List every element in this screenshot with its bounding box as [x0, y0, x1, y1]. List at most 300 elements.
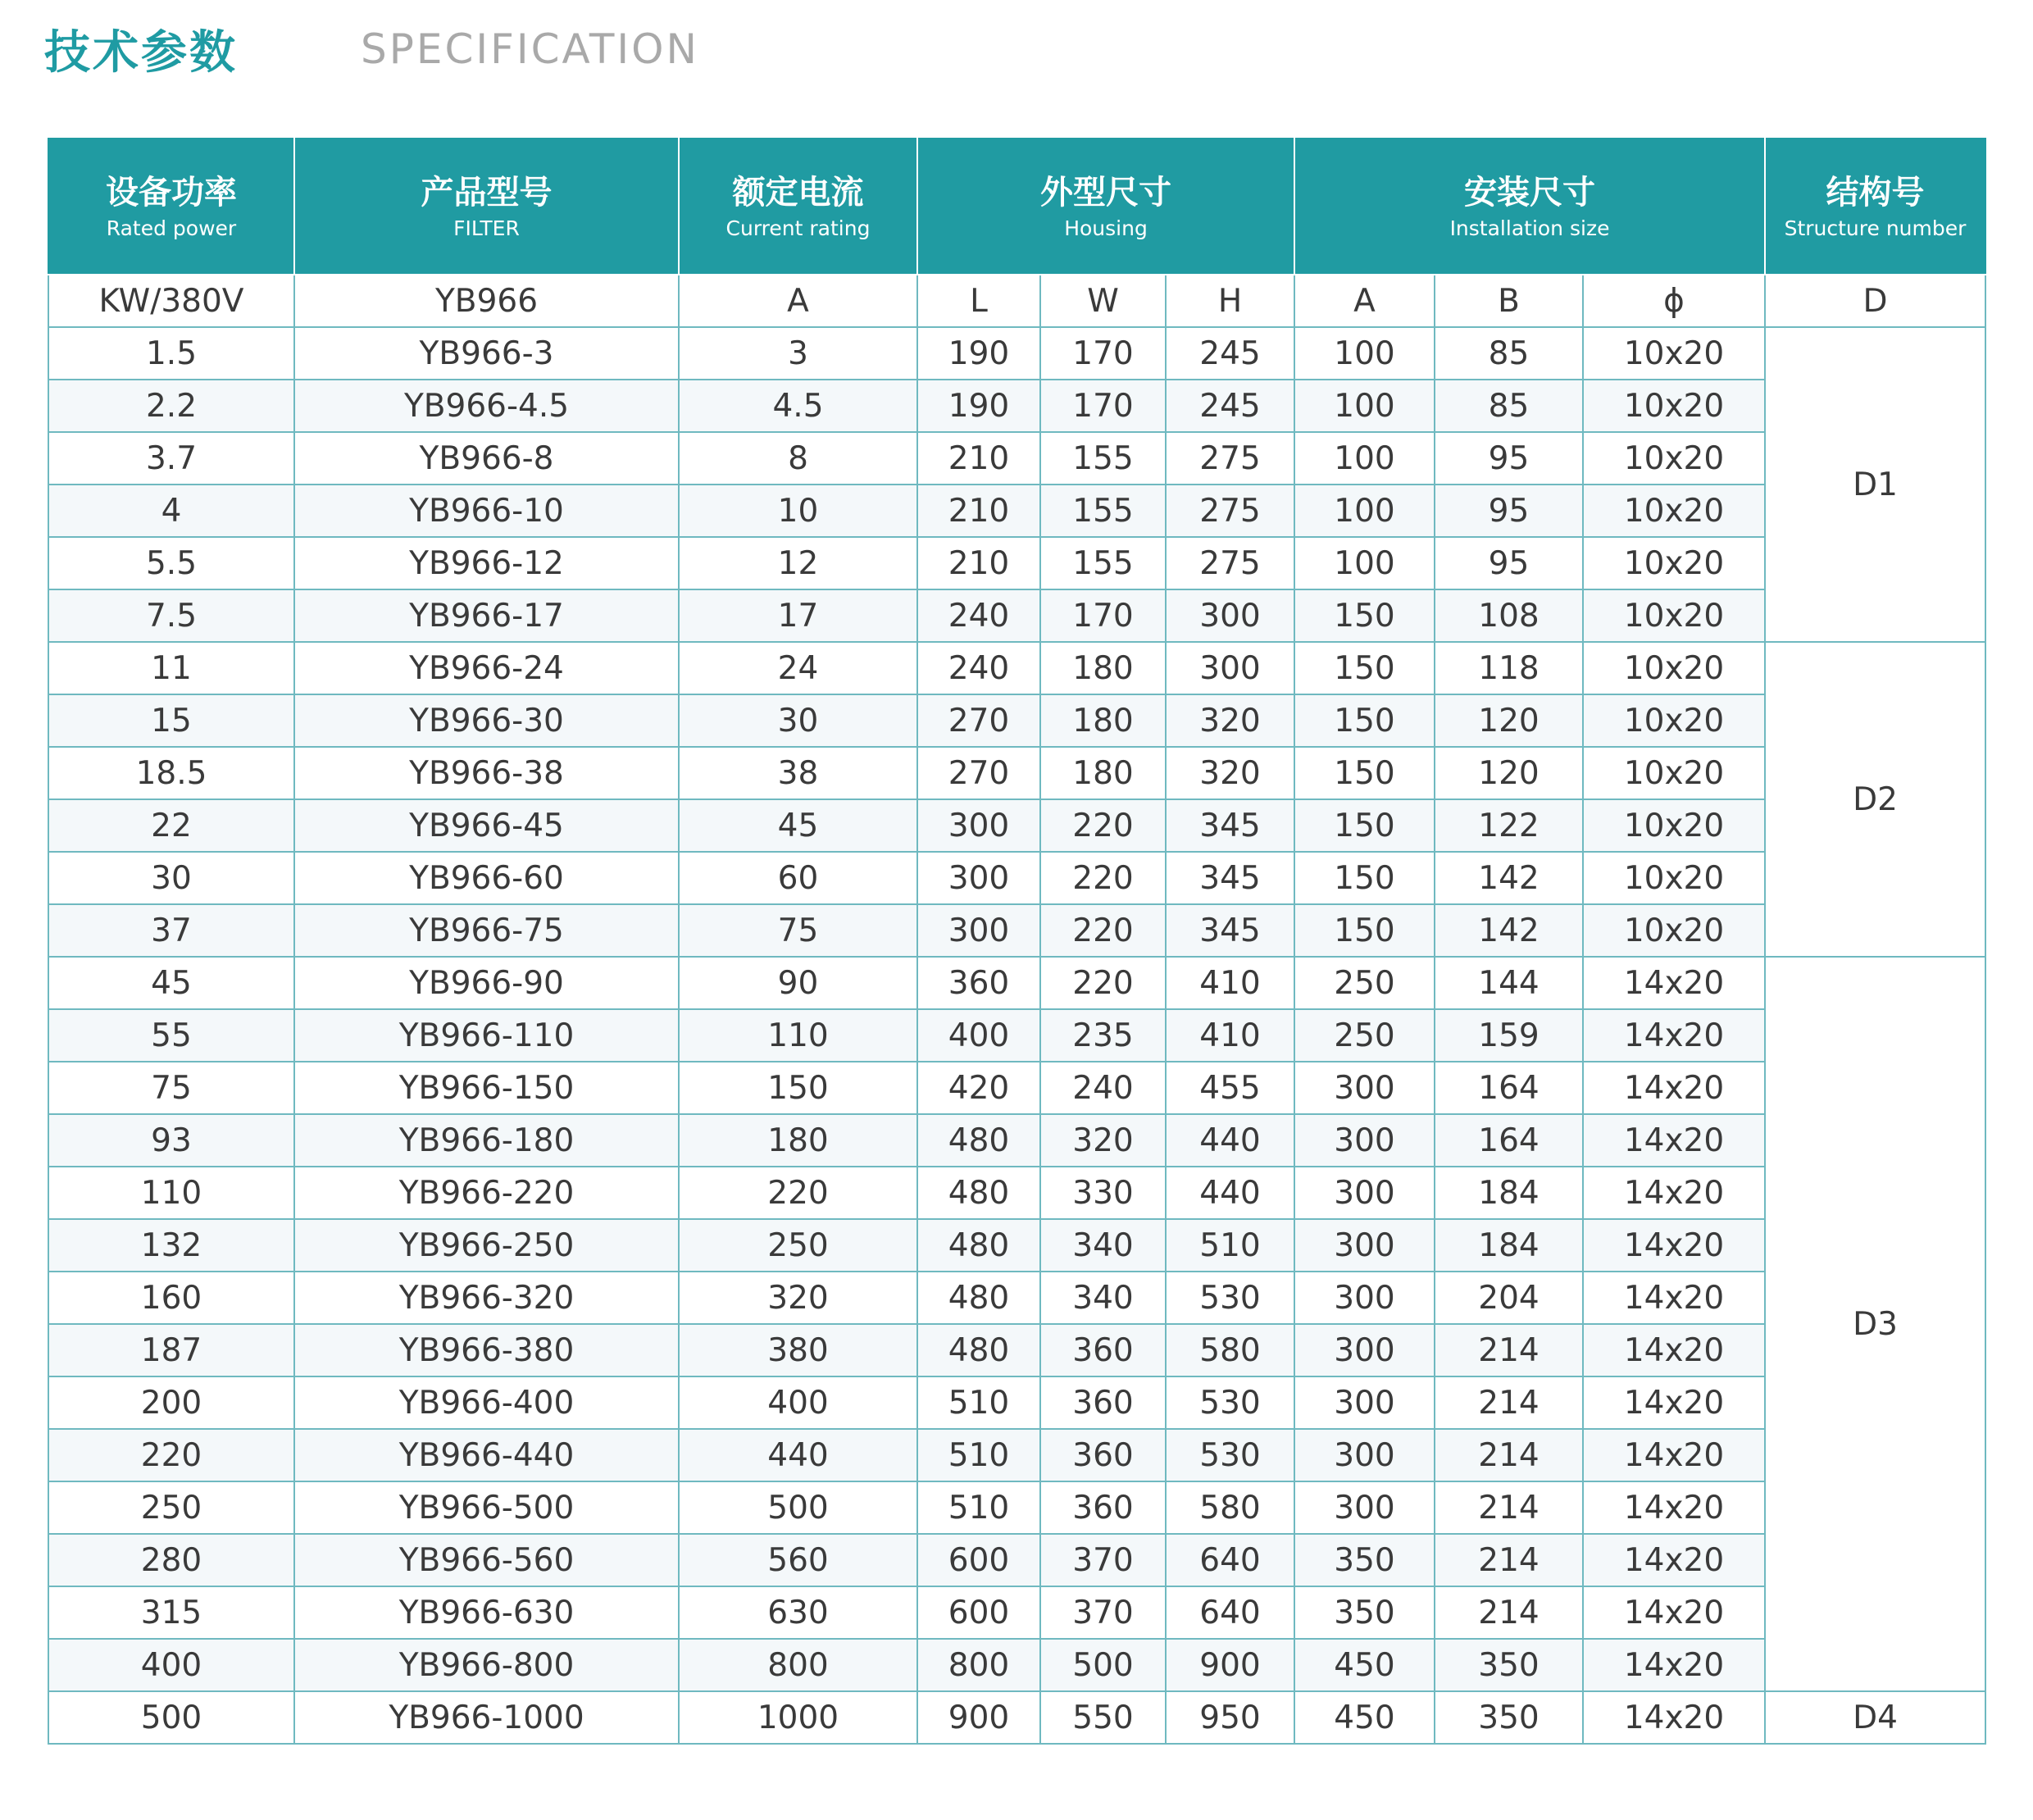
table-cell: 350	[1294, 1534, 1435, 1586]
table-cell: YB966-30	[294, 694, 679, 747]
header-cell	[294, 139, 679, 275]
table-cell: 190	[917, 327, 1040, 380]
table-cell: 100	[1294, 432, 1435, 485]
table-cell: 60	[679, 852, 917, 904]
table-cell: 10x20	[1583, 589, 1765, 642]
table-cell: 204	[1435, 1272, 1583, 1324]
table-row	[48, 589, 1985, 642]
unit-cell: ϕ	[1583, 275, 1765, 327]
table-row	[48, 1062, 1985, 1114]
table-cell: YB966-75	[294, 904, 679, 957]
table-cell: 420	[917, 1062, 1040, 1114]
table-cell: 14x20	[1583, 1062, 1765, 1114]
table-cell: 300	[1294, 1376, 1435, 1429]
table-row	[48, 747, 1985, 799]
table-cell: 900	[1166, 1639, 1294, 1691]
table-cell: 14x20	[1583, 1639, 1765, 1691]
table-cell: 10x20	[1583, 852, 1765, 904]
unit-cell: W	[1040, 275, 1166, 327]
table-cell: 240	[1040, 1062, 1166, 1114]
table-cell: 164	[1435, 1062, 1583, 1114]
table-cell: 950	[1166, 1691, 1294, 1744]
table-cell: 190	[917, 380, 1040, 432]
header-cell	[1294, 139, 1765, 275]
table-cell: 410	[1166, 1009, 1294, 1062]
table-cell: 350	[1435, 1639, 1583, 1691]
table-cell: 120	[1435, 694, 1583, 747]
table-cell: 210	[917, 537, 1040, 589]
table-cell: 480	[917, 1114, 1040, 1167]
table-cell: 180	[1040, 747, 1166, 799]
table-cell: 150	[1294, 589, 1435, 642]
table-cell: 75	[48, 1062, 294, 1114]
table-cell: 300	[1294, 1167, 1435, 1219]
header-row	[48, 139, 1985, 275]
table-cell: 118	[1435, 642, 1583, 694]
table-cell: 150	[1294, 642, 1435, 694]
table-cell: YB966-380	[294, 1324, 679, 1376]
table-cell: 350	[1294, 1586, 1435, 1639]
table-cell: 300	[1166, 642, 1294, 694]
table-cell: 510	[917, 1429, 1040, 1481]
table-cell: 250	[679, 1219, 917, 1272]
table-cell: 214	[1435, 1429, 1583, 1481]
table-cell: YB966-800	[294, 1639, 679, 1691]
table-cell: 300	[1294, 1429, 1435, 1481]
table-cell: 95	[1435, 537, 1583, 589]
table-cell: YB966-560	[294, 1534, 679, 1586]
table-cell: 300	[917, 799, 1040, 852]
unit-cell: H	[1166, 275, 1294, 327]
table-cell: 100	[1294, 537, 1435, 589]
table-cell: 450	[1294, 1639, 1435, 1691]
table-cell: 370	[1040, 1534, 1166, 1586]
spec-table-body	[48, 327, 1985, 1744]
table-row	[48, 1167, 1985, 1219]
table-cell: 85	[1435, 380, 1583, 432]
table-cell: YB966-180	[294, 1114, 679, 1167]
table-cell: 300	[1294, 1481, 1435, 1534]
table-cell: 150	[679, 1062, 917, 1114]
table-cell: 360	[1040, 1481, 1166, 1534]
header-label-cn: 额定电流	[732, 174, 864, 212]
table-cell: 14x20	[1583, 1219, 1765, 1272]
table-cell: 14x20	[1583, 1324, 1765, 1376]
table-cell: YB966-38	[294, 747, 679, 799]
table-cell: 214	[1435, 1586, 1583, 1639]
table-cell: YB966-320	[294, 1272, 679, 1324]
table-row	[48, 1639, 1985, 1691]
table-row	[48, 1534, 1985, 1586]
table-cell: 155	[1040, 485, 1166, 537]
table-cell: 17	[679, 589, 917, 642]
table-cell: 410	[1166, 957, 1294, 1009]
table-cell: 170	[1040, 589, 1166, 642]
table-cell: 12	[679, 537, 917, 589]
table-cell: 14x20	[1583, 1167, 1765, 1219]
header-label-en: Structure number	[1784, 216, 1967, 240]
page-title-en: SPECIFICATION	[361, 25, 699, 73]
header-label-cn: 外型尺寸	[1040, 174, 1171, 212]
table-cell: 159	[1435, 1009, 1583, 1062]
table-row	[48, 1481, 1985, 1534]
table-cell: 345	[1166, 904, 1294, 957]
table-row	[48, 537, 1985, 589]
header-label-en: FILTER	[453, 216, 520, 240]
header-label-cn: 结构号	[1826, 174, 1925, 212]
table-row	[48, 1376, 1985, 1429]
table-cell: 10x20	[1583, 537, 1765, 589]
table-cell: 2.2	[48, 380, 294, 432]
table-cell: YB966-45	[294, 799, 679, 852]
unit-cell: B	[1435, 275, 1583, 327]
table-cell: 10x20	[1583, 380, 1765, 432]
table-cell: 270	[917, 747, 1040, 799]
table-row	[48, 1219, 1985, 1272]
table-cell: 345	[1166, 799, 1294, 852]
table-cell: 8	[679, 432, 917, 485]
header-cell	[48, 139, 294, 275]
table-cell: 440	[1166, 1114, 1294, 1167]
table-cell: 360	[917, 957, 1040, 1009]
table-cell: 184	[1435, 1219, 1583, 1272]
table-cell: 95	[1435, 485, 1583, 537]
table-cell: 275	[1166, 432, 1294, 485]
table-cell: 280	[48, 1534, 294, 1586]
table-cell: 10x20	[1583, 747, 1765, 799]
table-cell: 14x20	[1583, 1429, 1765, 1481]
table-cell: 10x20	[1583, 904, 1765, 957]
table-cell: YB966-1000	[294, 1691, 679, 1744]
table-cell: 5.5	[48, 537, 294, 589]
table-cell: 600	[917, 1534, 1040, 1586]
table-cell: 14x20	[1583, 1272, 1765, 1324]
table-cell: 300	[1166, 589, 1294, 642]
unit-cell: L	[917, 275, 1040, 327]
table-row	[48, 485, 1985, 537]
table-cell: 10x20	[1583, 485, 1765, 537]
table-cell: 170	[1040, 380, 1166, 432]
table-cell: 275	[1166, 485, 1294, 537]
spec-table	[48, 138, 1986, 1745]
table-cell: YB966-220	[294, 1167, 679, 1219]
header-label-cn: 设备功率	[106, 174, 237, 212]
table-cell: 30	[679, 694, 917, 747]
table-cell: 150	[1294, 747, 1435, 799]
structure-cell: D3	[1765, 957, 1985, 1691]
table-cell: 14x20	[1583, 1534, 1765, 1586]
table-cell: YB966-17	[294, 589, 679, 642]
table-cell: 144	[1435, 957, 1583, 1009]
header-label-en: Housing	[1064, 216, 1148, 240]
table-row	[48, 380, 1985, 432]
table-cell: 10	[679, 485, 917, 537]
table-cell: 560	[679, 1534, 917, 1586]
table-row	[48, 904, 1985, 957]
table-cell: 380	[679, 1324, 917, 1376]
table-cell: 220	[679, 1167, 917, 1219]
table-cell: 250	[48, 1481, 294, 1534]
table-row	[48, 1272, 1985, 1324]
table-row	[48, 799, 1985, 852]
table-cell: 450	[1294, 1691, 1435, 1744]
table-cell: YB966-630	[294, 1586, 679, 1639]
table-cell: 300	[1294, 1219, 1435, 1272]
table-cell: 214	[1435, 1481, 1583, 1534]
table-cell: 184	[1435, 1167, 1583, 1219]
table-row	[48, 957, 1985, 1009]
header-label-en: Rated power	[106, 216, 237, 240]
table-cell: 240	[917, 589, 1040, 642]
table-cell: 320	[1166, 747, 1294, 799]
table-cell: 360	[1040, 1324, 1166, 1376]
table-cell: 14x20	[1583, 1376, 1765, 1429]
table-cell: 4	[48, 485, 294, 537]
table-cell: 164	[1435, 1114, 1583, 1167]
table-cell: 85	[1435, 327, 1583, 380]
table-cell: YB966-90	[294, 957, 679, 1009]
table-cell: 220	[1040, 957, 1166, 1009]
table-cell: 800	[679, 1639, 917, 1691]
table-cell: 210	[917, 432, 1040, 485]
table-cell: 142	[1435, 904, 1583, 957]
table-row	[48, 1114, 1985, 1167]
table-cell: 150	[1294, 799, 1435, 852]
table-cell: 10x20	[1583, 642, 1765, 694]
table-cell: 24	[679, 642, 917, 694]
table-cell: 360	[1040, 1429, 1166, 1481]
table-cell: 360	[1040, 1376, 1166, 1429]
table-cell: 180	[1040, 694, 1166, 747]
table-cell: 220	[1040, 799, 1166, 852]
table-cell: 93	[48, 1114, 294, 1167]
structure-cell: D1	[1765, 327, 1985, 642]
table-cell: 300	[1294, 1272, 1435, 1324]
table-cell: 320	[1166, 694, 1294, 747]
header-label-en: Current rating	[725, 216, 871, 240]
table-cell: 580	[1166, 1324, 1294, 1376]
table-row	[48, 327, 1985, 380]
table-cell: 4.5	[679, 380, 917, 432]
table-cell: YB966-24	[294, 642, 679, 694]
table-cell: 160	[48, 1272, 294, 1324]
table-cell: 455	[1166, 1062, 1294, 1114]
table-cell: 14x20	[1583, 1114, 1765, 1167]
table-cell: 95	[1435, 432, 1583, 485]
table-cell: 1000	[679, 1691, 917, 1744]
table-cell: 142	[1435, 852, 1583, 904]
table-cell: 14x20	[1583, 1586, 1765, 1639]
table-cell: 214	[1435, 1324, 1583, 1376]
header-label-cn: 产品型号	[421, 174, 553, 212]
table-cell: 108	[1435, 589, 1583, 642]
table-cell: 510	[917, 1481, 1040, 1534]
header-label-cn: 安装尺寸	[1464, 174, 1595, 212]
table-cell: 75	[679, 904, 917, 957]
table-cell: 240	[917, 642, 1040, 694]
table-cell: 150	[1294, 852, 1435, 904]
table-cell: 10x20	[1583, 327, 1765, 380]
table-cell: 315	[48, 1586, 294, 1639]
table-cell: 14x20	[1583, 957, 1765, 1009]
header-cell	[1765, 139, 1985, 275]
table-cell: 110	[48, 1167, 294, 1219]
table-row	[48, 1691, 1985, 1744]
table-cell: 30	[48, 852, 294, 904]
header-cell	[679, 139, 917, 275]
table-cell: 300	[917, 852, 1040, 904]
table-cell: 3.7	[48, 432, 294, 485]
table-cell: 45	[679, 799, 917, 852]
page-heading	[44, 16, 699, 82]
table-cell: 100	[1294, 380, 1435, 432]
table-row	[48, 694, 1985, 747]
table-cell: 200	[48, 1376, 294, 1429]
table-cell: 300	[1294, 1062, 1435, 1114]
table-cell: 640	[1166, 1586, 1294, 1639]
table-cell: 340	[1040, 1219, 1166, 1272]
table-cell: 10x20	[1583, 694, 1765, 747]
table-cell: 530	[1166, 1429, 1294, 1481]
table-cell: 100	[1294, 485, 1435, 537]
table-row	[48, 432, 1985, 485]
table-cell: YB966-8	[294, 432, 679, 485]
structure-cell: D4	[1765, 1691, 1985, 1744]
table-cell: 120	[1435, 747, 1583, 799]
table-cell: 150	[1294, 904, 1435, 957]
table-cell: YB966-400	[294, 1376, 679, 1429]
table-cell: 15	[48, 694, 294, 747]
table-row	[48, 1009, 1985, 1062]
table-cell: 270	[917, 694, 1040, 747]
table-cell: 440	[679, 1429, 917, 1481]
table-cell: 630	[679, 1586, 917, 1639]
table-cell: 3	[679, 327, 917, 380]
table-cell: YB966-4.5	[294, 380, 679, 432]
table-cell: 300	[917, 904, 1040, 957]
table-cell: 11	[48, 642, 294, 694]
table-cell: 90	[679, 957, 917, 1009]
table-cell: 214	[1435, 1376, 1583, 1429]
table-cell: 22	[48, 799, 294, 852]
unit-cell: D	[1765, 275, 1985, 327]
table-cell: YB966-150	[294, 1062, 679, 1114]
table-cell: 900	[917, 1691, 1040, 1744]
table-cell: 122	[1435, 799, 1583, 852]
table-cell: 250	[1294, 1009, 1435, 1062]
table-cell: YB966-10	[294, 485, 679, 537]
table-cell: 480	[917, 1167, 1040, 1219]
table-cell: 10x20	[1583, 432, 1765, 485]
table-cell: 640	[1166, 1534, 1294, 1586]
table-cell: YB966-3	[294, 327, 679, 380]
table-cell: 400	[679, 1376, 917, 1429]
table-cell: 155	[1040, 432, 1166, 485]
table-cell: 320	[679, 1272, 917, 1324]
table-cell: 180	[1040, 642, 1166, 694]
table-cell: 180	[679, 1114, 917, 1167]
table-row	[48, 1429, 1985, 1481]
table-cell: 132	[48, 1219, 294, 1272]
table-cell: 18.5	[48, 747, 294, 799]
table-cell: 440	[1166, 1167, 1294, 1219]
table-cell: 345	[1166, 852, 1294, 904]
table-cell: YB966-500	[294, 1481, 679, 1534]
table-cell: 214	[1435, 1534, 1583, 1586]
table-cell: 245	[1166, 327, 1294, 380]
table-cell: 800	[917, 1639, 1040, 1691]
table-cell: 275	[1166, 537, 1294, 589]
table-cell: 220	[1040, 852, 1166, 904]
header-cell	[917, 139, 1294, 275]
table-cell: 100	[1294, 327, 1435, 380]
header-label-en: Installation size	[1449, 216, 1610, 240]
table-cell: 187	[48, 1324, 294, 1376]
table-cell: 7.5	[48, 589, 294, 642]
unit-cell: KW/380V	[48, 275, 294, 327]
table-cell: 235	[1040, 1009, 1166, 1062]
table-cell: 530	[1166, 1376, 1294, 1429]
table-cell: 45	[48, 957, 294, 1009]
table-cell: 500	[679, 1481, 917, 1534]
table-cell: 480	[917, 1324, 1040, 1376]
table-cell: 500	[1040, 1639, 1166, 1691]
table-cell: 10x20	[1583, 799, 1765, 852]
table-cell: YB966-60	[294, 852, 679, 904]
page-title-cn: 技术参数	[44, 26, 238, 80]
table-cell: 245	[1166, 380, 1294, 432]
table-cell: 220	[48, 1429, 294, 1481]
table-cell: 510	[917, 1376, 1040, 1429]
table-cell: 600	[917, 1586, 1040, 1639]
table-row	[48, 852, 1985, 904]
table-cell: 480	[917, 1272, 1040, 1324]
table-row	[48, 1586, 1985, 1639]
structure-cell: D2	[1765, 642, 1985, 957]
table-cell: 55	[48, 1009, 294, 1062]
units-row	[48, 275, 1985, 327]
table-cell: 250	[1294, 957, 1435, 1009]
table-cell: 500	[48, 1691, 294, 1744]
table-cell: 37	[48, 904, 294, 957]
table-cell: 170	[1040, 327, 1166, 380]
table-cell: 38	[679, 747, 917, 799]
spec-table-header	[48, 139, 1985, 327]
table-cell: YB966-12	[294, 537, 679, 589]
table-cell: 370	[1040, 1586, 1166, 1639]
unit-cell: A	[679, 275, 917, 327]
table-cell: 300	[1294, 1114, 1435, 1167]
table-cell: 320	[1040, 1114, 1166, 1167]
table-cell: YB966-250	[294, 1219, 679, 1272]
table-cell: 14x20	[1583, 1691, 1765, 1744]
table-cell: 110	[679, 1009, 917, 1062]
table-cell: 510	[1166, 1219, 1294, 1272]
table-cell: 14x20	[1583, 1481, 1765, 1534]
table-row	[48, 1324, 1985, 1376]
table-cell: 210	[917, 485, 1040, 537]
table-cell: 14x20	[1583, 1009, 1765, 1062]
table-cell: 580	[1166, 1481, 1294, 1534]
table-cell: 400	[917, 1009, 1040, 1062]
table-cell: 300	[1294, 1324, 1435, 1376]
table-cell: 550	[1040, 1691, 1166, 1744]
table-row	[48, 642, 1985, 694]
table-cell: 530	[1166, 1272, 1294, 1324]
table-cell: 220	[1040, 904, 1166, 957]
unit-cell: A	[1294, 275, 1435, 327]
table-cell: 1.5	[48, 327, 294, 380]
